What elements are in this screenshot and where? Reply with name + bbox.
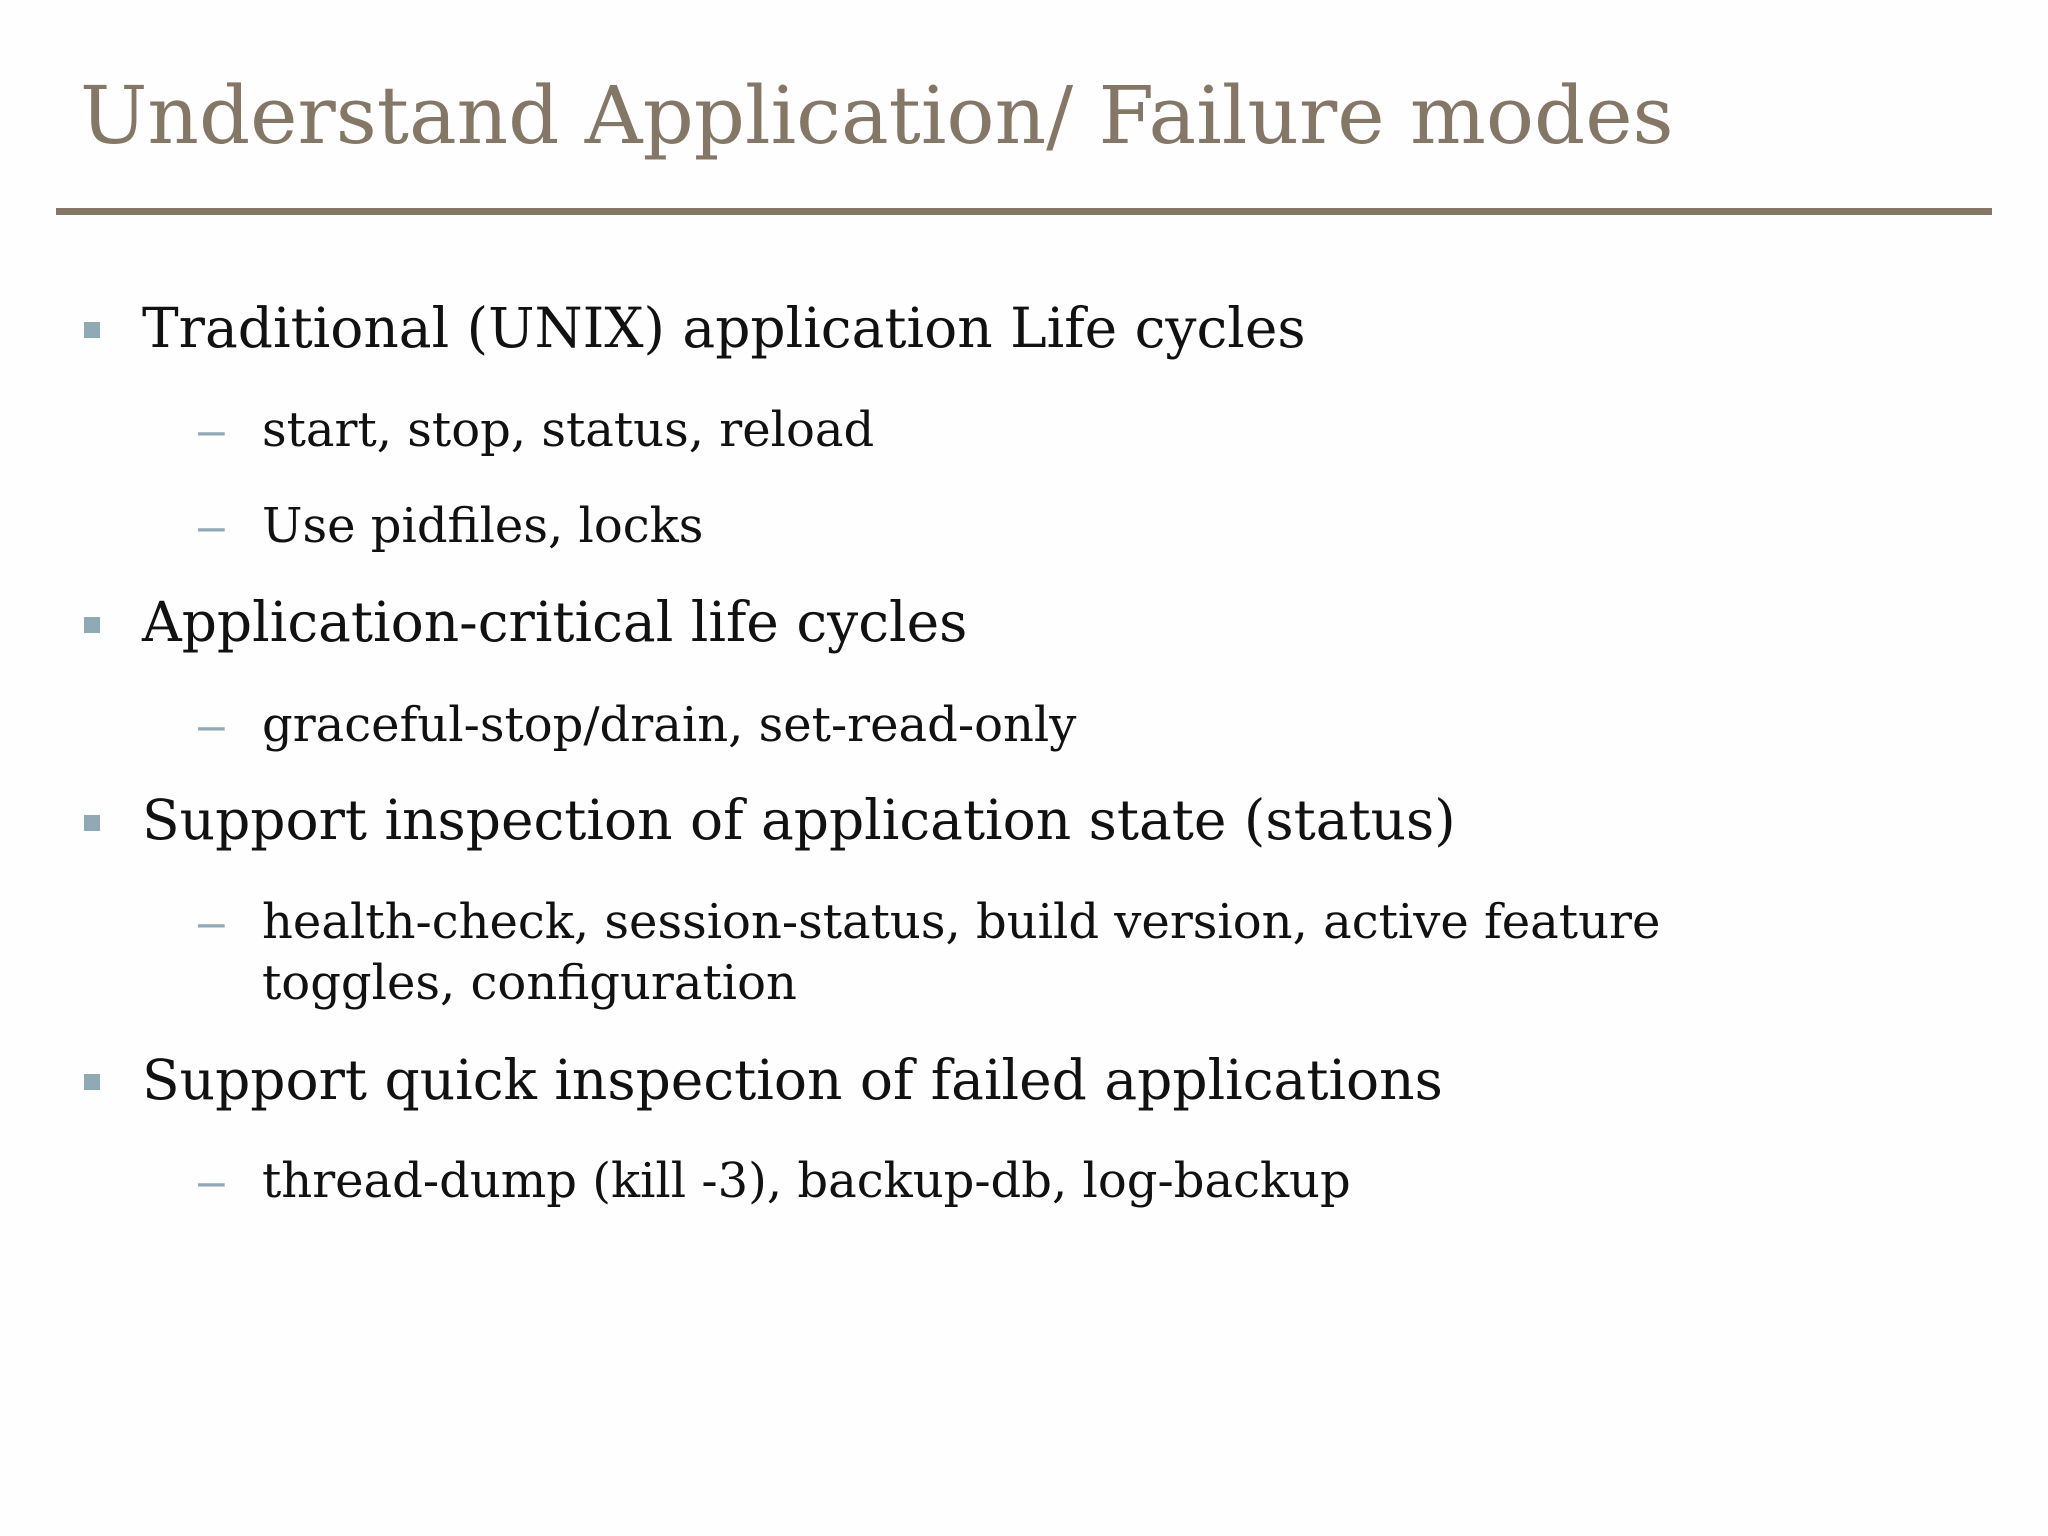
bullet-item: Support quick inspection of failed applications — [142, 1048, 1443, 1112]
bullet-item: Application-critical life cycles — [142, 590, 968, 654]
sub-bullet-item: Use pidfiles, locks — [262, 498, 704, 554]
bullet-square-icon — [84, 1074, 100, 1090]
bullet-item: Support inspection of application state (status) — [142, 788, 1456, 852]
dash-icon: – — [198, 404, 225, 457]
slide-title: Understand Application/ Failure modes — [80, 69, 1674, 162]
bullet-square-icon — [84, 322, 100, 338]
bullet-square-icon — [84, 815, 100, 831]
bullet-square-icon — [84, 617, 100, 633]
sub-bullet-item: thread-dump (kill -3), backup-db, log-backup — [262, 1153, 1351, 1209]
sub-bullet-item: health-check, session-status, build version, active feature toggles, configuration — [262, 894, 1661, 1011]
dash-icon: – — [198, 1155, 225, 1208]
dash-icon: – — [198, 896, 225, 949]
dash-icon: – — [198, 500, 225, 553]
bullet-item: Traditional (UNIX) application Life cycles — [142, 296, 1306, 360]
dash-icon: – — [198, 699, 225, 752]
sub-bullet-item: start, stop, status, reload — [262, 402, 875, 458]
sub-bullet-item: graceful-stop/drain, set-read-only — [262, 697, 1077, 753]
